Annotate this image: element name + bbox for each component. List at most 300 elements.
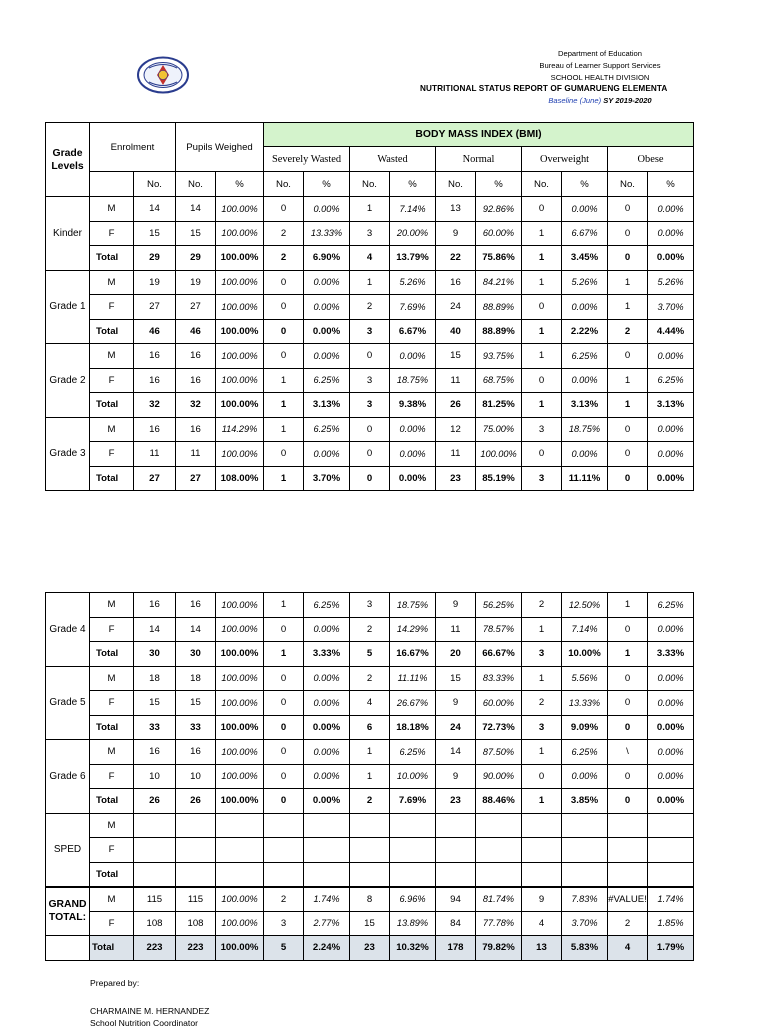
grand-cell-sw-pct: 1.74% [304,887,350,912]
cell-n-pct: 60.00% [476,221,522,246]
cell-w-pct: 6.25% [390,740,436,765]
cell-ob-pct: 6.25% [648,368,694,393]
cell-weighed-no: 19 [176,270,216,295]
cell-weighed-no: 16 [176,417,216,442]
cell-ob-no: 0 [608,221,648,246]
grand-cell-w-pct: 6.96% [390,887,436,912]
cell-n-no: 11 [436,617,476,642]
bmi-header: BODY MASS INDEX (BMI) [264,123,694,147]
grand-cell-weighed-no: 115 [176,887,216,912]
cell-weighed-no: 14 [176,617,216,642]
cell-ow-no: 1 [522,740,562,765]
cell-sw-no: 0 [264,715,304,740]
cell-ob-no: 0 [608,466,648,491]
cell-ow-no: 1 [522,270,562,295]
cell-ow-pct: 7.14% [562,617,608,642]
cell-n-pct: 60.00% [476,691,522,716]
cell-weighed-no [176,862,216,887]
grand-spacer [46,936,90,961]
cell-weighed-pct: 100.00% [216,295,264,320]
cell-ow-no: 1 [522,666,562,691]
cell-ow-pct [562,813,608,838]
cell-ob-pct: 5.26% [648,270,694,295]
cell-weighed-no: 30 [176,642,216,667]
cell-n-no [436,862,476,887]
cell-n-no: 11 [436,442,476,467]
cell-ob-no: 0 [608,417,648,442]
cell-w-no: 1 [350,764,390,789]
cell-weighed-pct [216,838,264,863]
grand-cell-n-pct: 79.82% [476,936,522,961]
grand-cell-ow-no: 4 [522,911,562,936]
cell-sex: Total [90,393,134,418]
cell-n-no: 23 [436,466,476,491]
table-row [46,442,694,467]
table-row [46,838,694,863]
cell-weighed-pct: 100.00% [216,442,264,467]
cell-w-pct [390,838,436,863]
ob-no-header: No. [608,172,648,197]
cell-ob-pct: 0.00% [648,691,694,716]
grand-total-row [46,936,694,961]
cell-w-no: 2 [350,666,390,691]
cell-weighed-no: 33 [176,715,216,740]
total-row [46,642,694,667]
cell-weighed-pct [216,813,264,838]
cell-sw-no [264,838,304,863]
cell-sw-pct [304,862,350,887]
cell-weighed-no: 15 [176,221,216,246]
cell-ob-no: 0 [608,617,648,642]
cell-ow-no: 1 [522,319,562,344]
cell-ob-pct: 0.00% [648,442,694,467]
cell-weighed-no: 27 [176,295,216,320]
grand-cell-weighed-no: 223 [176,936,216,961]
cell-n-pct: 87.50% [476,740,522,765]
grand-cell-sex: M [90,887,134,912]
cell-ow-no: 1 [522,393,562,418]
grade-level-label: Grade 5 [46,666,90,740]
cell-sw-pct: 0.00% [304,789,350,814]
cell-enrol-no: 27 [134,466,176,491]
cell-ob-pct: 4.44% [648,319,694,344]
enrol-spacer [90,172,134,197]
grade-level-label: Grade 3 [46,417,90,491]
cell-sw-no: 2 [264,221,304,246]
grand-cell-weighed-no: 108 [176,911,216,936]
grand-cell-ob-no: 4 [608,936,648,961]
grade-level-label: Grade 6 [46,740,90,814]
obese-header: Obese [608,147,694,172]
cell-enrol-no: 19 [134,270,176,295]
cell-n-no [436,838,476,863]
grand-cell-sw-no: 2 [264,887,304,912]
grade-level-label: SPED [46,813,90,887]
cell-ow-pct: 2.22% [562,319,608,344]
cell-n-no: 9 [436,593,476,618]
cell-sw-pct: 6.25% [304,368,350,393]
cell-w-pct: 26.67% [390,691,436,716]
cell-weighed-pct: 100.00% [216,197,264,222]
grand-cell-enrol-no: 108 [134,911,176,936]
cell-sex: Total [90,642,134,667]
cell-sex: Total [90,715,134,740]
wasted-header: Wasted [350,147,436,172]
grand-cell-w-pct: 10.32% [390,936,436,961]
cell-ow-no: 1 [522,789,562,814]
cell-ob-pct: 0.00% [648,417,694,442]
cell-w-pct: 18.18% [390,715,436,740]
cell-ob-no: 1 [608,270,648,295]
cell-weighed-pct: 100.00% [216,393,264,418]
cell-weighed-no: 46 [176,319,216,344]
cell-w-pct: 16.67% [390,642,436,667]
total-row [46,246,694,271]
cell-sw-pct: 6.90% [304,246,350,271]
cell-sw-pct [304,813,350,838]
cell-ow-pct: 13.33% [562,691,608,716]
grand-cell-ow-pct: 7.83% [562,887,608,912]
cell-ow-no: 0 [522,764,562,789]
sw-pct-header: % [304,172,350,197]
grand-cell-w-no: 15 [350,911,390,936]
cell-n-pct: 90.00% [476,764,522,789]
weighed-pct-header: % [216,172,264,197]
cell-w-no: 2 [350,789,390,814]
cell-sex: Total [90,246,134,271]
cell-ob-pct: 0.00% [648,789,694,814]
cell-n-pct: 68.75% [476,368,522,393]
cell-sex: F [90,442,134,467]
cell-ob-no: 0 [608,666,648,691]
grand-cell-n-no: 94 [436,887,476,912]
cell-ob-pct: 0.00% [648,617,694,642]
n-pct-header: % [476,172,522,197]
cell-n-no: 16 [436,270,476,295]
grand-cell-sw-pct: 2.77% [304,911,350,936]
cell-n-pct: 75.86% [476,246,522,271]
cell-ow-pct: 18.75% [562,417,608,442]
cell-w-no: 0 [350,344,390,369]
grand-cell-n-pct: 81.74% [476,887,522,912]
cell-sw-pct [304,838,350,863]
cell-w-no: 3 [350,393,390,418]
cell-n-no: 15 [436,344,476,369]
cell-ow-no: 0 [522,197,562,222]
cell-sw-no [264,862,304,887]
cell-weighed-pct: 100.00% [216,319,264,344]
pupils-weighed-header: Pupils Weighed [176,123,264,172]
cell-ob-pct: 0.00% [648,246,694,271]
grand-cell-ob-pct: 1.79% [648,936,694,961]
grade-level-label: Grade 4 [46,593,90,667]
cell-ow-no: 1 [522,344,562,369]
cell-weighed-pct: 108.00% [216,466,264,491]
cell-sex: M [90,813,134,838]
grand-cell-enrol-no: 115 [134,887,176,912]
cell-w-no [350,813,390,838]
cell-n-pct: 83.33% [476,666,522,691]
cell-enrol-no: 16 [134,368,176,393]
cell-weighed-pct: 100.00% [216,368,264,393]
cell-sw-no: 1 [264,642,304,667]
cell-sw-pct: 0.00% [304,442,350,467]
cell-sw-pct: 0.00% [304,295,350,320]
cell-sex: M [90,270,134,295]
cell-sw-no: 0 [264,295,304,320]
table-row [46,813,694,838]
cell-enrol-no: 32 [134,393,176,418]
cell-ow-pct: 11.11% [562,466,608,491]
total-row [46,466,694,491]
cell-w-pct: 7.69% [390,789,436,814]
cell-sw-pct: 0.00% [304,617,350,642]
subheader-row [46,172,694,197]
table-row [46,270,694,295]
grand-cell-ow-no: 9 [522,887,562,912]
total-row [46,715,694,740]
cell-w-pct: 18.75% [390,593,436,618]
cell-w-no: 3 [350,368,390,393]
cell-n-no: 13 [436,197,476,222]
cell-sw-no: 0 [264,442,304,467]
cell-weighed-pct: 114.29% [216,417,264,442]
cell-sw-pct: 0.00% [304,715,350,740]
cell-sw-pct: 3.13% [304,393,350,418]
cell-ob-no: 2 [608,319,648,344]
cell-w-pct: 20.00% [390,221,436,246]
grand-cell-weighed-pct: 100.00% [216,887,264,912]
cell-w-no: 2 [350,617,390,642]
cell-sex: M [90,593,134,618]
cell-w-no: 4 [350,691,390,716]
cell-sw-pct: 0.00% [304,764,350,789]
cell-ow-pct [562,862,608,887]
cell-sw-no: 1 [264,368,304,393]
cell-ow-pct: 6.67% [562,221,608,246]
cell-sw-pct: 0.00% [304,270,350,295]
cell-ow-pct: 0.00% [562,764,608,789]
prepared-by-label: Prepared by: [90,978,140,988]
cell-ob-no: 1 [608,393,648,418]
grand-cell-sw-no: 3 [264,911,304,936]
cell-enrol-no: 30 [134,642,176,667]
cell-sw-no: 0 [264,789,304,814]
cell-sw-no: 1 [264,466,304,491]
grand-cell-n-pct: 77.78% [476,911,522,936]
grand-cell-sex: Total [90,936,134,961]
cell-w-no: 1 [350,197,390,222]
cell-enrol-no [134,813,176,838]
cell-enrol-no: 15 [134,691,176,716]
overweight-header: Overweight [522,147,608,172]
cell-ow-no [522,813,562,838]
cell-n-pct: 78.57% [476,617,522,642]
cell-sw-pct: 6.25% [304,593,350,618]
cell-enrol-no [134,862,176,887]
cell-ow-pct: 3.45% [562,246,608,271]
cell-ob-no [608,862,648,887]
cell-sw-no: 1 [264,417,304,442]
cell-ow-pct: 0.00% [562,295,608,320]
cell-ob-pct: 0.00% [648,764,694,789]
grand-cell-w-no: 23 [350,936,390,961]
cell-weighed-pct [216,862,264,887]
cell-enrol-no: 29 [134,246,176,271]
cell-w-no: 5 [350,642,390,667]
cell-enrol-no: 15 [134,221,176,246]
total-row [46,789,694,814]
cell-w-pct: 0.00% [390,442,436,467]
cell-n-pct: 75.00% [476,417,522,442]
cell-sw-pct: 0.00% [304,691,350,716]
cell-ob-pct: 0.00% [648,221,694,246]
cell-enrol-no: 27 [134,295,176,320]
cell-n-no [436,813,476,838]
cell-n-pct: 85.19% [476,466,522,491]
table-row [46,417,694,442]
cell-n-pct: 72.73% [476,715,522,740]
cell-n-pct: 56.25% [476,593,522,618]
cell-n-no: 9 [436,691,476,716]
cell-sex: Total [90,789,134,814]
grand-cell-w-no: 8 [350,887,390,912]
cell-ow-no: 0 [522,368,562,393]
cell-enrol-no: 16 [134,593,176,618]
cell-ow-no: 2 [522,691,562,716]
cell-sw-pct: 6.25% [304,417,350,442]
cell-sw-no: 0 [264,344,304,369]
cell-weighed-no: 14 [176,197,216,222]
cell-n-pct: 88.89% [476,295,522,320]
cell-n-pct [476,862,522,887]
cell-weighed-pct: 100.00% [216,270,264,295]
cell-sex: F [90,838,134,863]
cell-weighed-no: 11 [176,442,216,467]
table-row [46,666,694,691]
cell-ob-no: 1 [608,368,648,393]
cell-n-no: 12 [436,417,476,442]
cell-sw-pct: 3.33% [304,642,350,667]
cell-weighed-no: 15 [176,691,216,716]
table-row [46,691,694,716]
cell-w-pct: 7.69% [390,295,436,320]
cell-ow-no: 3 [522,715,562,740]
cell-enrol-no: 46 [134,319,176,344]
cell-ob-no [608,813,648,838]
cell-enrol-no: 33 [134,715,176,740]
cell-sw-pct: 0.00% [304,740,350,765]
cell-ob-pct: 3.13% [648,393,694,418]
table-row [46,344,694,369]
cell-n-no: 40 [436,319,476,344]
n-no-header: No. [436,172,476,197]
cell-sw-pct: 0.00% [304,344,350,369]
grand-cell-ob-pct: 1.74% [648,887,694,912]
ow-no-header: No. [522,172,562,197]
cell-weighed-no [176,813,216,838]
division-line: SCHOOL HEALTH DIVISION [550,73,650,82]
cell-ow-pct: 3.13% [562,393,608,418]
cell-w-no: 3 [350,319,390,344]
cell-ob-no: 0 [608,715,648,740]
cell-w-no: 3 [350,593,390,618]
cell-enrol-no: 26 [134,789,176,814]
grand-cell-sw-pct: 2.24% [304,936,350,961]
cell-sw-no: 0 [264,617,304,642]
cell-ob-no: 0 [608,197,648,222]
cell-n-pct: 100.00% [476,442,522,467]
cell-sex: M [90,344,134,369]
cell-ob-pct: 0.00% [648,740,694,765]
cell-ob-no: 0 [608,246,648,271]
cell-w-pct: 14.29% [390,617,436,642]
cell-ob-pct: 3.33% [648,642,694,667]
cell-ow-pct: 9.09% [562,715,608,740]
cell-weighed-no: 16 [176,740,216,765]
cell-enrol-no: 10 [134,764,176,789]
cell-enrol-no [134,838,176,863]
ob-pct-header: % [648,172,694,197]
cell-ob-pct: 0.00% [648,715,694,740]
cell-sw-no: 1 [264,593,304,618]
cell-w-no: 4 [350,246,390,271]
cell-ow-no [522,862,562,887]
cell-sex: F [90,221,134,246]
cell-weighed-no: 16 [176,368,216,393]
cell-ow-pct: 12.50% [562,593,608,618]
total-row [46,862,694,887]
cell-enrol-no: 16 [134,417,176,442]
cell-w-pct: 0.00% [390,466,436,491]
grand-cell-ob-pct: 1.85% [648,911,694,936]
cell-ow-no: 1 [522,246,562,271]
cell-ob-pct [648,838,694,863]
department-line: Department of Education [557,49,642,58]
cell-sw-pct: 3.70% [304,466,350,491]
cell-n-pct: 88.46% [476,789,522,814]
cell-w-no: 2 [350,295,390,320]
cell-ob-pct [648,862,694,887]
cell-ow-pct: 6.25% [562,344,608,369]
cell-ob-no: 0 [608,442,648,467]
cell-ob-pct [648,813,694,838]
severely-wasted-header: Severely Wasted [264,147,350,172]
cell-weighed-no: 27 [176,466,216,491]
cell-n-no: 14 [436,740,476,765]
cell-w-pct: 9.38% [390,393,436,418]
cell-ow-no: 2 [522,593,562,618]
normal-header: Normal [436,147,522,172]
cell-n-pct [476,838,522,863]
cell-sex: Total [90,319,134,344]
cell-weighed-pct: 100.00% [216,344,264,369]
grade-level-label: Grade 1 [46,270,90,344]
cell-sw-no: 0 [264,740,304,765]
cell-sex: Total [90,466,134,491]
cell-sw-pct: 13.33% [304,221,350,246]
cell-weighed-pct: 100.00% [216,246,264,271]
grand-cell-ow-no: 13 [522,936,562,961]
sw-no-header: No. [264,172,304,197]
cell-ow-pct: 0.00% [562,368,608,393]
table-row [46,221,694,246]
cell-sw-no: 0 [264,270,304,295]
cell-ow-pct: 3.85% [562,789,608,814]
cell-ob-no: 0 [608,344,648,369]
cell-ow-pct: 6.25% [562,740,608,765]
cell-sw-pct: 0.00% [304,197,350,222]
